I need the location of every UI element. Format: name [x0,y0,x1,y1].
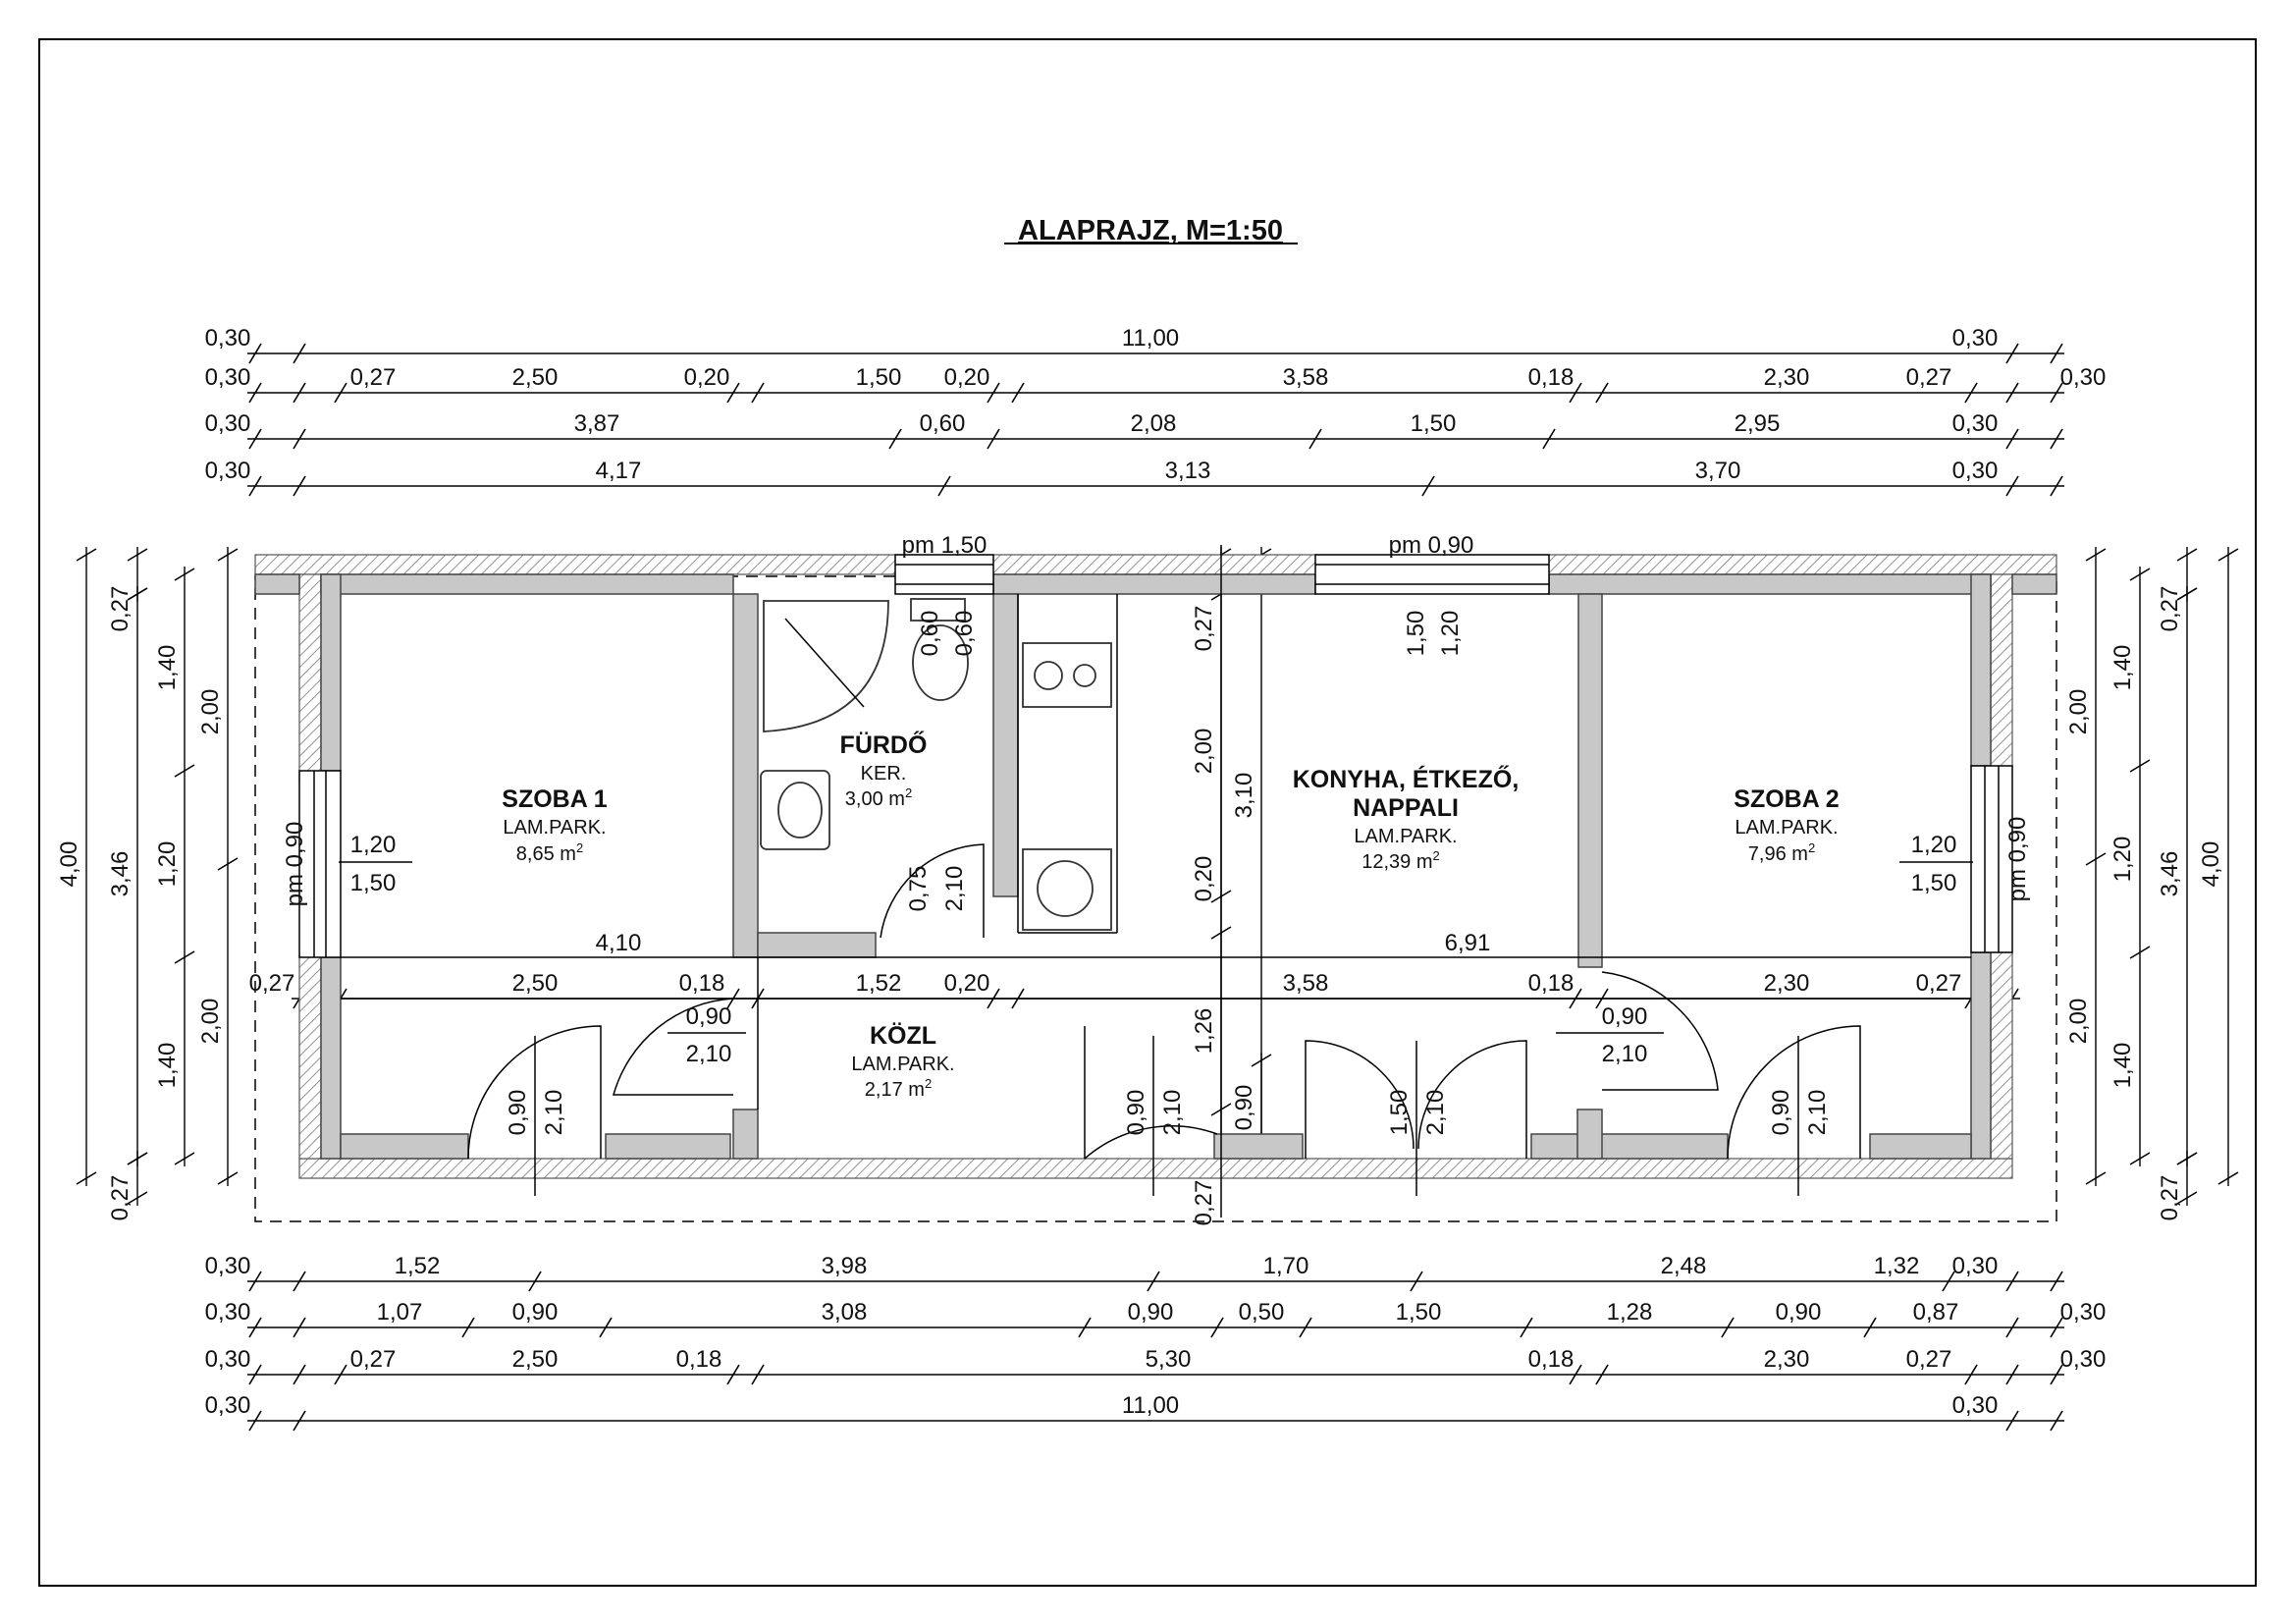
konyha-floor: LAM.PARK. [1354,826,1458,847]
dim-label: 3,08 [821,1299,868,1326]
dim-label: 0,30 [204,1346,251,1373]
dim-label: 2,00 [1191,728,1217,775]
dim-label: 3,58 [1282,970,1329,997]
furdo-floor: KER. [860,763,907,785]
dim-label: 1,32 [1873,1253,1920,1279]
dim-label: 0,30 [204,458,251,484]
dim-label: 0,30 [204,1253,251,1279]
dim-label: 0,30 [2059,1299,2107,1326]
szoba1-floor: LAM.PARK. [503,817,607,839]
szoba2-area: 7,96 $m^2$ [1747,840,1816,865]
dim-label: 1,26 [1191,1007,1217,1055]
dim-label: 0,30 [204,1299,251,1326]
dim-label: 1,50 [1410,410,1457,437]
svg-text:1,20: 1,20 [349,832,397,858]
dim-label: 1,20 [2109,836,2136,883]
dim-label: 1,52 [394,1253,441,1279]
dim-label: 0,30 [1951,410,1999,437]
konyha-area: 12,39 $m^2$ [1362,848,1440,873]
szoba1-name: SZOBA 1 [502,785,608,813]
dim-label: 3,10 [1231,772,1257,819]
dim-label: 2,00 [197,998,224,1045]
svg-text:2,10: 2,10 [1601,1041,1648,1067]
interior-long-dims [596,930,1491,956]
dim-label: 0,18 [675,1346,722,1373]
szoba1-area: 8,65 $m^2$ [515,840,584,865]
dim-label: 11,00 [1121,1392,1180,1419]
dim-label: 0,27 [1905,1346,1952,1373]
kozl-name: KÖZL [869,1022,937,1050]
dim-label: 0,90 [1231,1084,1257,1131]
svg-text:0,75: 0,75 [905,865,932,912]
dim-label: 2,00 [197,688,224,735]
dim-label: 0,27 [1915,970,1962,997]
svg-text:pm 0,90: pm 0,90 [282,821,308,907]
dim-label: 0,20 [943,364,990,391]
dim-label: 0,27 [107,585,133,632]
dim-label: 1,07 [376,1299,423,1326]
dim-label: 2,08 [1130,410,1177,437]
svg-text:0,90: 0,90 [1601,1003,1648,1030]
dim-label: 0,30 [1951,325,1999,352]
dim-label: 3,13 [1164,458,1211,484]
dim-label: 0,30 [204,410,251,437]
dim-label: 2,30 [1763,1346,1810,1373]
szoba2-name: SZOBA 2 [1734,785,1840,813]
furdo-name: FÜRDŐ [839,731,928,759]
dim-label: 0,30 [204,1392,251,1419]
dim-label: 0,50 [1238,1299,1285,1326]
dim-label: 0,18 [678,970,725,997]
dim-label: 2,00 [2065,998,2092,1045]
svg-text:1,50: 1,50 [1386,1089,1413,1136]
dim-label: 3,98 [821,1253,868,1279]
dim-label: 0,60 [919,410,966,437]
plan-title: ALAPRAJZ, M=1:50 [1018,215,1283,246]
dim-label: 1,40 [154,1042,181,1089]
dim-label: 2,95 [1734,410,1781,437]
dim-label: 4,00 [56,840,82,888]
svg-text:4,10: 4,10 [595,930,642,956]
windows [299,555,2012,957]
dim-label: 0,27 [2157,1174,2183,1221]
svg-text:1,20: 1,20 [1910,832,1957,858]
svg-text:0,90: 0,90 [1768,1089,1794,1136]
dim-label: 0,90 [1127,1299,1174,1326]
svg-text:2,10: 2,10 [941,865,968,912]
svg-text:0,90: 0,90 [1123,1089,1149,1136]
dim-label: 0,27 [349,364,397,391]
dim-label: 0,30 [1951,1253,1999,1279]
dim-label: 2,50 [511,1346,559,1373]
dim-label: 2,50 [511,364,559,391]
dim-label: 0,30 [2059,364,2107,391]
dim-label: 2,48 [1660,1253,1707,1279]
dim-label: 1,70 [1262,1253,1309,1279]
svg-text:1,50: 1,50 [1403,610,1429,657]
dim-label: 0,30 [204,325,251,352]
dim-label: 0,90 [1775,1299,1822,1326]
svg-text:0,60: 0,60 [951,610,978,657]
dim-label: 0,30 [204,364,251,391]
svg-text:2,10: 2,10 [1804,1089,1831,1136]
dim-label: 0,27 [1191,605,1217,652]
dim-label: 0,20 [1191,855,1217,902]
dim-label: 2,30 [1763,364,1810,391]
dim-label: 0,30 [1951,1392,1999,1419]
dim-label: 0,18 [1527,970,1575,997]
dim-label: 4,00 [2198,840,2224,888]
dim-label: 2,30 [1763,970,1810,997]
svg-text:2,10: 2,10 [541,1089,567,1136]
svg-text:pm 0,90: pm 0,90 [2004,816,2031,902]
svg-text:1,20: 1,20 [1437,610,1464,657]
dim-label: 2,00 [2065,688,2092,735]
dim-label: 0,27 [2157,585,2183,632]
dim-label: 0,27 [107,1174,133,1221]
dim-label: 1,50 [1395,1299,1442,1326]
szoba2-floor: LAM.PARK. [1735,817,1839,839]
svg-text:2,10: 2,10 [1422,1089,1449,1136]
dim-label: 0,30 [1951,458,1999,484]
svg-text:6,91: 6,91 [1444,930,1491,956]
dim-label: 1,20 [154,840,181,888]
kozl-floor: LAM.PARK. [851,1054,955,1075]
dim-label: 0,30 [2059,1346,2107,1373]
svg-text:1,50: 1,50 [1910,870,1957,896]
svg-text:0,90: 0,90 [505,1089,531,1136]
dim-label: 3,87 [573,410,620,437]
svg-text:2,10: 2,10 [1159,1089,1186,1136]
dim-label: 0,20 [943,970,990,997]
dim-label: 1,40 [2109,644,2136,691]
dim-label: 4,17 [595,458,642,484]
dim-label: 2,50 [511,970,559,997]
dim-label: 3,70 [1694,458,1741,484]
dim-label: 3,58 [1282,364,1329,391]
svg-text:0,60: 0,60 [917,610,943,657]
dim-label: 1,40 [2109,1042,2136,1089]
dim-label: 0,20 [683,364,730,391]
dim-label: 5,30 [1145,1346,1192,1373]
dim-label: 0,27 [1191,1179,1217,1226]
dim-label: 1,52 [855,970,902,997]
dim-label: 1,40 [154,644,181,691]
dim-label: 3,46 [2157,850,2183,897]
svg-text:1,50: 1,50 [349,870,397,896]
dim-label: 1,28 [1606,1299,1653,1326]
konyha-name-1: KONYHA, ÉTKEZŐ, [1292,766,1520,793]
svg-text:pm 0,90: pm 0,90 [1388,532,1474,559]
kozl-area: 2,17 $m^2$ [864,1076,933,1101]
dim-label: 1,50 [855,364,902,391]
dim-label: 11,00 [1121,325,1180,352]
dim-label: 0,18 [1527,364,1575,391]
dim-label: 0,27 [349,1346,397,1373]
dim-label: 3,46 [107,850,133,897]
shower-icon [764,601,888,731]
furdo-area: 3,00 $m^2$ [844,785,913,810]
dim-label: 0,90 [511,1299,559,1326]
walls [255,555,2056,1178]
room-lines [341,545,1971,1218]
konyha-name-2: NAPPALI [1353,794,1459,822]
dim-label: 0,18 [1527,1346,1575,1373]
svg-text:2,10: 2,10 [685,1041,732,1067]
dim-label: 0,87 [1912,1299,1959,1326]
dim-label: 0,27 [1905,364,1952,391]
svg-text:0,90: 0,90 [685,1003,732,1030]
dim-label: 0,27 [248,970,295,997]
svg-text:pm 1,50: pm 1,50 [901,532,988,559]
